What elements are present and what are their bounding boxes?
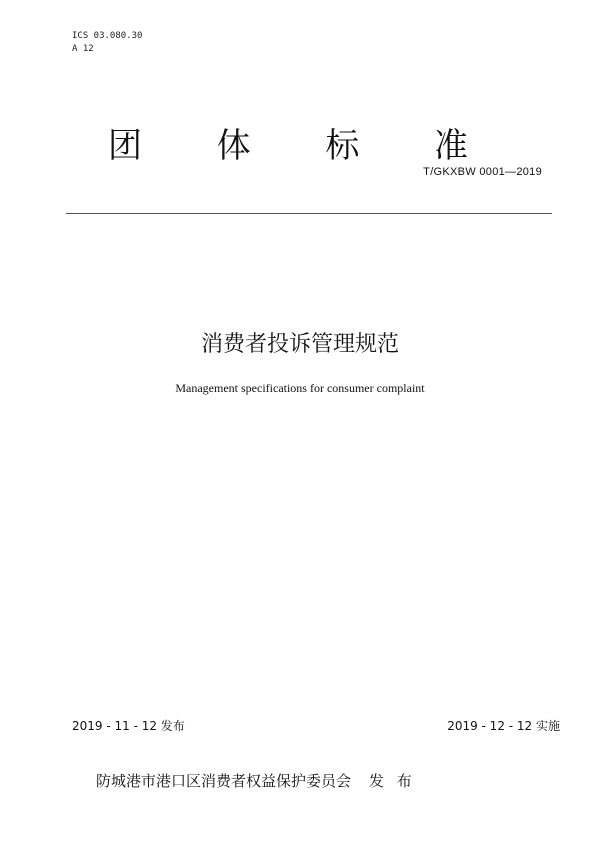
ics-code: ICS 03.080.30: [72, 31, 143, 41]
issue-date: 2019 - 11 - 12 发布: [72, 719, 185, 733]
publisher-suffix: 发 布: [369, 772, 416, 790]
document-title-en: Management specifications for consumer complaint: [175, 381, 425, 395]
standard-type-char: 准: [433, 126, 468, 166]
implement-date: 2019 - 12 - 12 实施: [447, 719, 560, 733]
standard-type-char: 团: [108, 126, 142, 166]
publisher-name: 防城港市港口区消费者权益保护委员会: [96, 772, 352, 790]
classification-codes: [72, 30, 142, 56]
standard-type-char: 标: [325, 126, 360, 166]
ccs-code: A 12: [72, 44, 94, 54]
standard-number: T/GKXBW 0001—2019: [423, 166, 542, 178]
header-divider: [66, 213, 552, 214]
publisher: [96, 770, 416, 791]
document-title-cn: 消费者投诉管理规范: [200, 332, 399, 357]
standard-type-title: [108, 118, 468, 167]
standard-type-char: 体: [216, 126, 251, 166]
